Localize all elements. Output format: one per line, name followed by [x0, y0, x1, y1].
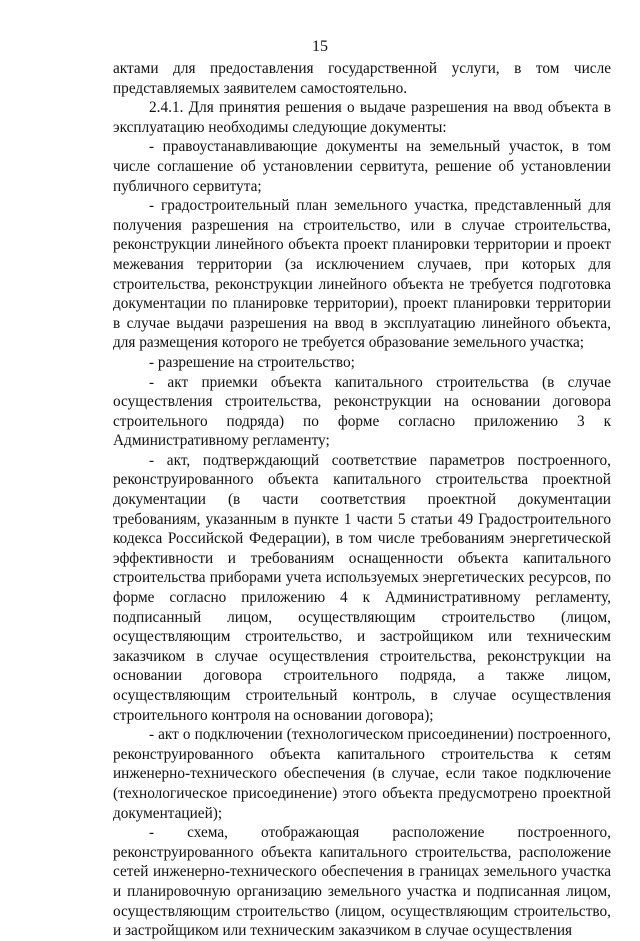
- list-item-layout-scheme: - схема, отображающая расположение построенного, реконструированного объекта капитального строительства, расположение сетей инженерно-технического обеспечения в границах земельного участка и планировочную организацию земельного участка и подписанная лицом, осуществляющим строительство (лицом, осуществляющим строительство, и застройщиком или техническим заказчиком в случае осуществления: [113, 824, 611, 940]
- list-item-acceptance-act: - акт приемки объекта капитального строительства (в случае осуществления строительства, реконструкции на основании договора строительного подряда) по форме согласно приложению 3 к Административному регламенту;: [113, 373, 611, 450]
- list-item-title-documents: - правоустанавливающие документы на земельный участок, в том числе соглашение об установлении сервитута, решение об установлении публичного сервитута;: [113, 138, 611, 195]
- paragraph-continuation: актами для предоставления государственной услуги, в том числе представляемых заявителем самостоятельно.: [113, 60, 611, 97]
- paragraph-2-4-1: 2.4.1. Для принятия решения о выдаче разрешения на ввод объекта в эксплуатацию необходимы следующие документы:: [113, 99, 611, 136]
- document-body: [113, 59, 611, 941]
- list-item-connection-act: - акт о подключении (технологическом присоединении) построенного, реконструированного объекта капитального строительства к сетям инженерно-технического обеспечения (в случае, если такое подключение (технологическое присоединение) этого объекта предусмотрено проектной документацией);: [113, 726, 611, 822]
- list-item-construction-permit: - разрешение на строительство;: [149, 353, 355, 371]
- list-item-compliance-act: - акт, подтверждающий соответствие параметров построенного, реконструированного объекта капитального строительства проектной документации (в части соответствия проектной документации требованиям, указанным в пункте 1 части 5 статьи 49 Градостроительного кодекса Российской Федерации), в том числе требованиям энергетической эффективности и требованиям оснащенности объекта капитального строительства приборами учета используемых энергетических ресурсов, по форме согласно приложению 4 к Административному регламенту, подписанный лицом, осуществляющим строительство (лицом, осуществляющим строительство, и застройщиком или техническим заказчиком в случае осуществления строительства, реконструкции на основании договора строительного подряда, а также лицом, осуществляющим строительный контроль, в случае осуществления строительного контроля на основании договора);: [113, 451, 611, 724]
- list-item-urban-plan: - градостроительный план земельного участка, представленный для получения разрешения на строительство, или в случае строительства, реконструкции линейного объекта проект планировки территории и проект межевания территории (за исключением случаев, при которых для строительства, реконструкции линейного объекта не требуется подготовка документации по планировке территории), проект планировки территории в случае выдачи разрешения на ввод в эксплуатацию линейного объекта, для размещения которого не требуется образование земельного участка;: [113, 197, 611, 352]
- page-number: 15: [312, 38, 328, 55]
